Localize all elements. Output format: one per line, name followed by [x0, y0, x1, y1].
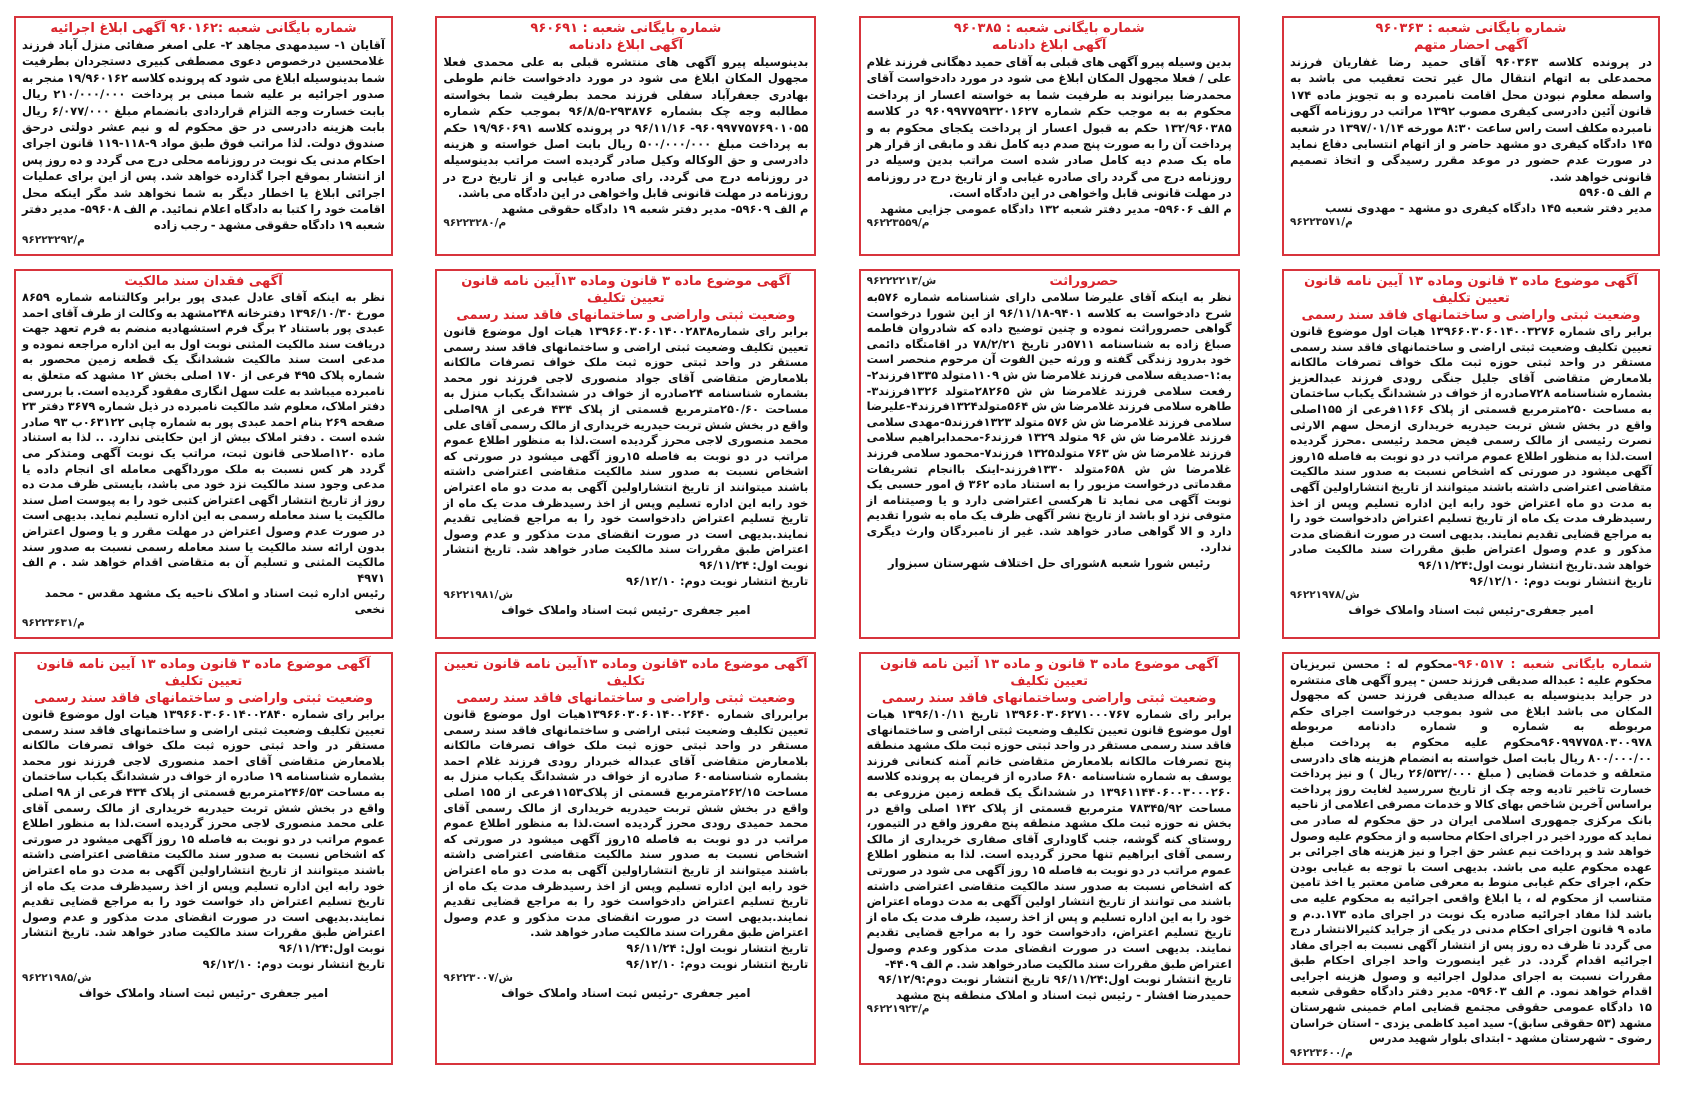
- legal-notice: [1282, 269, 1660, 639]
- notice-signature: رئیس شورا شعبه ۸شورای حل اختلاف شهرستان سبزوار: [887, 556, 1211, 571]
- notice-reference-code: م/۹۶۲۲۳۵۵۹: [866, 217, 930, 230]
- legal-notice: [859, 269, 1240, 639]
- notice-title-line: [1290, 20, 1652, 37]
- notice-title: شماره بایگانی شعبه : ۹۶۰۵۱۷-: [1452, 656, 1653, 671]
- notice-reference-code: م/۹۶۲۲۱۹۲۳: [866, 1003, 930, 1016]
- notice-title: وضعیت ثبتی واراضی و ساختمانهای فاقد سند رسمی: [456, 691, 796, 706]
- notice-body-text: بدینوسیله پیرو آگهی های منتشره قبلی به علی محمدی فعلا مجهول المکان ابلاغ می شود در مورد دادخواست خانم طوطی بهادری جعفرآباد سفلی فرزند محمد بطرفیت شما بخواسته مطالبه وجه چک بشماره ۲۹۳۸۷۶-۹۶/۸/۵ بموجب حکم شماره ۹۶۰۹۹۷۷۵۷۶۹۰۱۰۵۵- ۹۶/۱۱/۱۶ در پرونده کلاسه ۱۹/۹۶۰۶۹۱ حکم به پرداخت مبلغ ۵۰۰/۰۰۰/۰۰۰ ریال بابت اصل خواسته و هزینه دادرسی و حق الوکاله وکیل صادر گردیده است مراتب بدینوسیله در روزنامه درج می گردد. رای صادره غیابی و از تاریخ درج در روزنامه در مهلت قانونی قابل واخواهی در این دادگاه می باشد.: [443, 55, 809, 201]
- notice-footer-line: حمیدرضا افشار - رئیس ثبت اسناد و املاک منطقه پنج مشهد: [896, 987, 1232, 1002]
- notice-title-line: [443, 307, 808, 324]
- notice-row: [14, 269, 1660, 639]
- notice-title: آگهی موضوع ماده ۳قانون وماده ۱۳آیین نامه قانون تعیین تکلیف: [443, 657, 808, 689]
- notice-body-text: محکوم له : محسن تبریزیان محکوم علیه : عبداله صدیقی فرزند حسن - پیرو آگهی های منتشره در جراید بدینوسیله به عبداله صدیقی فرزند حسن که مجهول المکان می باشد ابلاغ می شود بموجب درخواست اجرای حکم مربوطه به شماره و شماره دادنامه مربوطه ۹۶۰۹۹۷۷۵۸۰۳۰۰۹۷۸محکوم علیه محکوم به پرداخت مبلغ ۸۰۰/۰۰۰/۰۰ ریال بابت اصل خواسته به انضمام هزینه های دادرسی متعلقه و خدمات قضایی ( مبلغ ۲۶/۵۳۲/۰۰۰ ریال ) و نیز پرداخت خسارت تاخیر تادیه وجه چک از تاریخ سررسید لغایت روز پرداخت براساس آخرین شاخص بهای کالا و خدمات مصرفی اعلامی از ناحیه بانک مرکزی جمهوری اسلامی ایران در حق محکوم له صادر می نماید که مورد اخیر در اجرای احکام محاسبه و از محکوم علیه وصول خواهد شد و پرداخت نیم عشر حق اجرا و نیز هزینه های اجرائی بر عهده محکوم علیه می باشد. بدیهی است با توجه به غیابی بودن حکم، اجرای حکم غیابی منوط به معرفی ضامن معتبر یا اخذ تامین متناسب از محکوم له ، یا ابلاغ واقعی اجرائیه به محکوم علیه می باشد لذا مفاد اجرائیه صادره یک نوبت در اجرای ماده ۱۷۳.د.م و ماده ۹ قانون اجرای احکام مدنی در یکی از جراید کثیرالانتشار درج می گردد تا ظرف ده روز پس از انتشار آگهی نسبت به اجرای مفاد اجرائیه اقدام گردد. در غیر اینصورت واحد اجرای احکام طبق مقررات نسبت به اجرای مدلول اجرائیه و وصول هزینه اجرایی اقدام خواهد نمود. م الف ۵۹۶۰۳- مدیر دفتر دادگاه حقوقی شعبه ۱۵ دادگاه عمومی حقوقی مجتمع قضایی امام خمینی شهرستان مشهد (۵۳ حقوقی سابق)- سید امید کاظمی یزدی - استان خراسان رضوی - شهرستان مشهد - ابتدای بلوار شهید مدرس: [1290, 657, 1652, 1046]
- notice-reference-code: ش/۹۶۲۲۲۲۱۳: [866, 275, 937, 287]
- notice-title: حصروراثت: [1049, 274, 1119, 289]
- notice-row: [14, 652, 1660, 1065]
- notice-footer-line: تاریخ انتشار نوبت دوم: ۹۶/۱۲/۱۰: [625, 573, 809, 588]
- notice-title: آگهی موضوع ماده ۳ قانون وماده ۱۳ آیین نامه قانون تعیین تکلیف: [36, 657, 371, 689]
- notice-body-text: بدین وسیله پیرو آگهی های قبلی به آقای حمید دهگانی فرزند غلام علی / فعلا مجهول المکان ابلاغ می شود در مورد دادخواست آقای محمدرضا بیرانوند به طرفیت شما به خواسته اعسار از پرداخت محکوم به به موجب حکم شماره ۹۶۰۹۹۷۷۵۹۳۲۰۱۶۲۷ در کلاسه ۱۳۲/۹۶۰۳۸۵ حکم به قبول اعسار از پرداخت یکجای محکوم به و پرداخت آن را به صورت پنج صدم دیه کامل نقد و مابقی از قرار هر ماه یک صدم دیه کامل صادر شده است مراتب بدین وسیله در روزنامه درج می گردد رای صادره غیابی و از تاریخ درج در روزنامه در مهلت قانونی قابل واخواهی در این دادگاه است.: [866, 55, 1232, 201]
- notice-body-text: برابر رای شماره ۱۳۹۶۶۰۳۰۶۲۷۱۰۰۰۷۶۷ تاریخ ۱۳۹۶/۱۰/۱۱ هیات اول موضوع قانون تعیین تکلیف وضعیت ثبتی اراضی و ساختمانهای فاقد سند رسمی مستقر در واحد ثبتی حوزه ثبت ملک مشهد منطقه پنج تصرفات مالکانه بلامعارض متقاضی خانم آمنه کنعانی فرزند یوسف به شماره شناسنامه ۶۸۰ صادره از فریمان به پرونده کلاسه ۱۳۹۶۱۱۴۴۰۶۰۰۳۰۰۰۲۶۰ در ششدانگ یک قطعه زمین مزروعی به مساحت ۷۸۳۴۵/۹۲ مترمربع قسمتی از پلاک ۱۴۲ اصلی واقع در بخش نه حوزه ثبت ملک مشهد منطقه پنج مفروز واقع در التیمور، روستای کنه گوشه، جنب گاوداری آقای صفاری خریداری از مالک رسمی آقای ابراهیم تنها محرز گردیده است. لذا به منظور اطلاع عموم مراتب در دو نوبت به فاصله ۱۵ روز آگهی می شود در صورتی که اشخاص نسبت به صدور سند مالکیت متقاضی اعتراضی داشته باشند می توانند از تاریخ انتشار اولین آگهی به مدت دوماه اعتراض خود را به این اداره تسلیم و پس از اخذ رسید، ظرف مدت یک ماه از تاریخ تسلیم اعتراض، دادخواست خود را به مراجع قضایی تقدیم نمایند. بدیهی است در صورت انقضای مدت مذکور وعدم وصول اعتراض طبق مقررات سند مالکیت صادرخواهد شد. م الف ۴۴۰۹-: [866, 707, 1232, 971]
- notice-body: [443, 707, 808, 941]
- notice-title: شماره بایگانی شعبه : ۹۶۰۳۶۳: [1375, 21, 1567, 36]
- notice-signature: امیر جعفری-رئیس ثبت اسناد واملاک خواف: [1348, 603, 1594, 618]
- notice-footer-line: م الف ۵۹۶۰۶- مدیر دفتر شعبه ۱۳۲ دادگاه عمومی جزایی مشهد: [880, 201, 1232, 216]
- notice-footer-line: م الف ۵۹۶۰۹- مدیر دفتر شعبه ۱۹ دادگاه حقوقی مشهد: [501, 201, 809, 216]
- notice-body: [1290, 656, 1652, 1047]
- notice-body-text: در پرونده کلاسه ۹۶۰۳۶۳ آقای حمید رضا غفاریان فرزند محمدعلی به اتهام انتقال مال غیر تحت تعقیب می باشد به واسطه معلوم نبودن محل اقامت نامبرده و به تجویز ماده ۱۷۴ قانون آئین دادرسی کیفری مصوب ۱۳۹۲ مراتب در روزنامه آگهی نامبرده مکلف است راس ساعت ۸:۳۰ مورخه ۱۳۹۷/۰۱/۱۴ در شعبه ۱۴۵ دادگاه کیفری دو مشهد حاضر و از اتهام انتسابی دفاع نماید در صورت عدم حضور در موعد مقرر رسیدگی و اتخاذ تصمیم قانونی خواهد شد.: [1290, 55, 1652, 184]
- notice-body: [1290, 324, 1652, 574]
- notice-title-line: [867, 273, 1232, 290]
- notice-title: آگهی ابلاغ دادنامه: [568, 38, 684, 53]
- notice-reference-code: م/۹۶۲۲۳۲۹۲: [22, 233, 85, 246]
- notice-title-line: [867, 20, 1232, 37]
- notice-title: آگهی موضوع ماده ۳ قانون وماده ۱۳ آیین نامه قانون تعیین تکلیف: [1304, 274, 1638, 306]
- notice-title-line: [867, 656, 1232, 690]
- notice-reference-code: ش/۹۶۲۲۱۹۸۵: [22, 972, 92, 985]
- notice-reference-code: ش/۹۶۲۲۱۹۷۸: [1290, 589, 1360, 602]
- notice-title: وضعیت ثبتی واراضی و ساختمانهای فاقد سند رسمی: [1301, 308, 1641, 323]
- notice-body: [443, 324, 808, 574]
- legal-notice: [1282, 16, 1660, 256]
- notice-title: وضعیت ثبتی واراضی و ساختمانهای فاقد سند رسمی: [456, 308, 796, 323]
- notice-title: آگهی ابلاغ دادنامه: [991, 38, 1107, 53]
- notice-body: [867, 707, 1232, 972]
- notice-reference-code: م/۹۶۲۲۳۶۰۰: [1290, 1046, 1353, 1059]
- notice-title: شماره بایگانی شعبه : ۹۶۰۶۹۱: [530, 21, 722, 36]
- notice-body-text: نظر به اینکه آقای علیرضا سلامی دارای شناسنامه شماره ۵۷۶به شرح دادخواست به کلاسه ۹۴۰۱-۹۶/۱۱/۱۸ از این شورا درخواست گواهی حصروراثت نموده و چنین توضیح داده که شادروان فاطمه صباغ زاده به شناسنامه ۵۷۱۱در تاریخ ۷۸/۲/۲۱ در اقامتگاه دائمی خود بدرود زندگی گفته و ورثه حین الفوت آن مرحوم منحصر است به:۱-صدیقه سلامی فرزند غلامرضا ش ش ۱۱۰۹متولد ۱۳۳۵فرزند۲-رفعت سلامی فرزند غلامرضا ش ش ۲۸۲۶۵متولد ۱۳۲۶فرزند۳-طاهره سلامی فرزند غلامرضا ش ش ۵۶۴متولد۱۳۲۴فرزند۴-علیرضا سلامی فرزند غلامرضا ش ش ۵۷۶ متولد ۱۳۲۳فرزند۵-مهدی سلامی فرزند غلامرضا ش ش ۹۶ متولد ۱۳۲۹ فرزند۶-محمدابراهیم سلامی فرزند غلامرضا ش ش ۷۶۳ متولد۱۳۲۵ فرزند۷-محمود سلامی فرزند غلامرضا ش ش ۶۵۸متولد ۱۳۳۰فرزند-اینک باانجام تشریفات مقدماتی درخواست مزبور را به استناد ماده ۳۶۲ ق امور حسبی یک نوبت آگهی می نماید تا هرکسی اعتراضی دارد و یا وصیتنامه از متوفی نزد او باشد از تاریخ نشر آگهی ظرف یک ماه به شورا تقدیم دارد و الا گواهی صادر خواهد شد. غیر از نامبردگان وارث دیگری ندارد.: [866, 290, 1232, 554]
- legal-notice: [859, 16, 1240, 256]
- notice-signature: امیر جعفری -رئیس ثبت اسناد واملاک خواف: [78, 986, 329, 1001]
- notice-title: وضعیت ثبتی واراضی و ساختمانهای فاقد سند رسمی: [34, 691, 374, 706]
- notice-footer-line: مدیر دفتر شعبه ۱۴۵ دادگاه کیفری دو مشهد - مهدوی نسب: [1325, 200, 1652, 215]
- notice-title: شماره بایگانی شعبه :۹۶۰۱۶۲ آگهی ابلاغ اجرائیه: [50, 21, 357, 36]
- notice-footer-line: تاریخ انتشار نوبت اول: ۹۶/۱۱/۲۴: [626, 940, 809, 955]
- notice-reference-code: ش/۹۶۲۲۳۰۰۷: [443, 972, 513, 985]
- notice-body-text: برابر رای شماره۱۳۹۶۶۰۳۰۶۰۱۴۰۰۲۸۳۸ هیات اول موضوع قانون تعیین تکلیف وضعیت ثبتی اراضی و ساختمانهای فاقد سند رسمی مستقر در واحد ثبتی حوزه ثبت ملک خواف تصرفات مالکانه بلامعارض متقاضی آقای جواد منصوری لاجی فرزند نور محمد بشماره شناسنامه ۲۴صادره از خواف در ششدانگ یکباب منزل به مساحت ۲۵۰/۶۰مترمربع قسمتی از پلاک ۴۳۴ فرعی از ۹۸اصلی واقع در بخش شش تربت حیدریه خریداری از مالک رسمی آقای علی محمد منصوری لاجی محرز گردیده است.لذا به منظور اطلاع عموم مراتب در دو نوبت به فاصله ۱۵روز آگهی میشود در صورتی که اشخاص نسبت به صدور سند مالکیت متقاضی اعتراضی داشته باشند میتوانند از تاریخ انتشاراولین آگهی به مدت دو ماه اعتراض خود رابه این اداره تسلیم وپس از اخذ رسیدظرف مدت یک ماه از تاریخ تسلیم اعتراض دادخواست خود را به مراجع قضایی تقدیم نمایند.بدیهی است در صورت انقضای مدت مذکور و عدم وصول اعتراض طبق مقررات سند مالکیت صادر خواهد شد. تاریخ انتشار نوبت اول: ۹۶/۱۱/۲۴: [443, 324, 809, 572]
- notice-title: آگهی فقدان سند مالکیت: [124, 274, 283, 289]
- notice-footer-line: تاریخ انتشار نوبت دوم: ۹۶/۱۲/۱۰: [625, 956, 809, 971]
- notice-title-line: [1290, 273, 1652, 307]
- notice-title: آگهی موضوع ماده ۳ قانون و ماده ۱۳ آئین نامه قانون تعیین تکلیف: [880, 657, 1219, 689]
- notice-reference-code: ش/۹۶۲۲۱۹۸۱: [443, 589, 513, 602]
- notice-title: آگهی موضوع ماده ۳ قانون وماده ۱۳آیین نامه قانون تعیین تکلیف: [461, 274, 791, 306]
- notice-footer-line: تاریخ انتشار نوبت دوم: ۹۶/۱۲/۱۰: [1469, 573, 1652, 588]
- notice-title-line: [22, 20, 385, 37]
- notice-body: [867, 290, 1232, 555]
- legal-notice: [859, 652, 1240, 1065]
- legal-notice: [14, 652, 393, 1065]
- notice-body: [867, 54, 1232, 202]
- notice-body: [22, 37, 385, 234]
- notice-title-line: [867, 37, 1232, 54]
- legal-notice: [435, 269, 816, 639]
- notice-signature: امیر جعفری -رئیس ثبت اسناد واملاک خواف: [501, 986, 751, 1001]
- notice-body-text: آقایان ۱- سیدمهدی مجاهد ۲- علی اصغر صفائی منزل آباد فرزند غلامحسین درخصوص دعوی مصطفی کبیری دستجردان بطرفیت شما بدینوسیله ابلاغ می شود که پرونده کلاسه ۱۹/۹۶۰۱۶۲ منجر به صدور اجرائیه بر علیه شما مبنی بر پرداخت ۲۱۰/۰۰۰/۰۰۰ ریال بابت خسارت وجه التزام قراردادی بانضمام مبلغ ۶/۰۷۷/۰۰۰ ریال بابت هزینه دادرسی در حق محکوم له و نیم عشر دولتی درحق صندوق دولت. لذا مراتب فوق طبق مواد ۹-۱۱۸-۱۱۹ قانون اجرای احکام مدنی یک نوبت در روزنامه محلی درج می گردد و ده روز پس از انتشار بموقع اجرا گذارده خواهد شد. پس از این برای عملیات اجرائی ابلاغ یا اخطار دیگر به شما نخواهد شد مگر اینکه محل اقامت خود را کتبا به دادگاه اعلام نمائید. م الف ۵۹۶۰۸- مدیر دفتر شعبه ۱۹ دادگاه حقوقی مشهد - رجب زاده: [22, 38, 386, 233]
- notice-body: [22, 290, 385, 586]
- notice-footer-line: رئیس اداره ثبت اسناد و املاک ناحیه یک مشهد مقدس - محمد نخعی: [44, 586, 386, 616]
- legal-notice: [435, 16, 816, 256]
- notice-title-line: [1290, 307, 1652, 324]
- legal-notice: [1282, 652, 1660, 1065]
- notice-reference-code: م/۹۶۲۲۳۵۷۱: [1290, 216, 1353, 229]
- notice-footer-line: م الف ۵۹۶۰۵: [1579, 185, 1652, 200]
- notice-body-text: نظر به اینکه آقای عادل عبدی پور برابر وکالتنامه شماره ۸۶۵۹ مورخ ۱۳۹۶/۱۰/۳۰ دفترخانه ۲۴۸مشهد به وکالت از طرف آقای احمد عبدی پور باستناد ۲ برگ فرم استشهادیه منضم به فرم تعهد جهت دریافت سند مالکیت المثنی نوبت اول به این اداره مراجعه نموده و مدعی است سند مالکیت ششدانگ یک قطعه زمین محصور به شماره پلاک ۴۹۵ فرعی از ۱۷۰ اصلی بخش ۱۲ مشهد که متعلق به نامبرده میباشد به علت سهل انگاری مفقود گردیده است. با بررسی دفتر املاک، معلوم شد مالکیت نامبرده در ذیل شماره ۳۶۷۹ دفتر ۲۳ صفحه ۲۶۹ بنام احمد عبدی پور به شماره چاپی ۰۶۳۱۲۲ب ۹۳ صادر شده است . دفتر املاک بیش از این حکایتی ندارد. .. لذا به استناد ماده ۱۲۰اصلاحی قانون ثبت، مراتب یک نوبت آگهی ومتذکر می گردد هر کس نسبت به ملک مورداگهی معامله ای انجام داده یا مدعی وجود سند مالکیت نزد خود می باشد، بایستی ظرف مدت ده روز از تاریخ انتشار اگهی اعتراض کتبی خود را به پیوست اصل سند مالکیت یا سند معامله رسمی به این اداره تسلیم نماید. بدیهی است در صورت عدم وصول اعتراض در مهلت مقرر و یا وصول اعتراض بدون ارائه سند مالکیت یا سند معامله رسمی نسبت به صدور سند مالکیت المثنی و تسلیم آن به متقاضی اقدام خواهد شد . م الف ۴۹۷۱: [22, 290, 386, 585]
- notice-signature: امیر جعفری -رئیس ثبت اسناد واملاک خواف: [501, 603, 751, 618]
- notice-title-line: [1290, 37, 1652, 54]
- notice-title-line: [443, 273, 808, 307]
- notice-footer-line: تاریخ انتشار نوبت دوم: ۹۶/۱۲/۱۰: [202, 956, 386, 971]
- notice-body: [22, 707, 385, 957]
- notice-title: وضعیت ثبتی واراضی وساختمانهای فاقد سند رسمی: [881, 691, 1217, 706]
- legal-notice: [435, 652, 816, 1065]
- notice-title-line: [443, 690, 808, 707]
- notice-body-text: برابر رای شماره ۱۳۹۶۶۰۳۰۶۰۱۴۰۰۲۸۴۰ هیات اول موضوع قانون تعیین تکلیف وضعیت ثبتی اراضی و ساختمانهای فاقد سند رسمی مستقر در واحد ثبتی حوزه ثبت ملک خواف تصرفات مالکانه بلامعارض متقاضی آقای احمد منصوری لاجی فرزند نور محمد بشماره شناسنامه ۱۹ صادره از خواف در ششدانگ یکباب ساختمان به مساحت ۲۴۶/۵۳مترمربع قسمتی از پلاک ۴۳۴ فرعی از ۹۸ اصلی واقع در بخش شش تربت حیدریه خریداری از مالک رسمی آقای علی محمد منصوری لاجی محرز گردیده است.لذا به منظور اطلاع عموم مراتب در دو نوبت به فاصله ۱۵ روز آگهی میشود در صورتی که اشخاص نسبت به صدور سند مالکیت متقاضی اعتراضی داشته باشند میتوانند از تاریخ انتشاراولین آگهی به مدت دو ماه اعتراض خود رابه این اداره تسلیم وپس از اخذ رسیدظرف مدت یک ماه از تاریخ تسلیم اعتراض داد خواست خود را به مراجع قضایی تقدیم نمایند.بدیهی است در صورت انقضای مدت مذکور و عدم وصول اعتراض طبق مقررات سند مالکیت صادر خواهد شد. تاریخ انتشار نوبت اول:۹۶/۱۱/۲۴: [22, 707, 386, 955]
- legal-notice: [14, 269, 393, 639]
- notice-title-line: [443, 656, 808, 690]
- notice-title: شماره بایگانی شعبه : ۹۶۰۳۸۵: [953, 21, 1145, 36]
- notice-title: آگهی احضار متهم: [1414, 38, 1528, 53]
- notice-title-line: [867, 690, 1232, 707]
- notice-reference-code: م/۹۶۲۲۳۲۸۰: [443, 217, 507, 230]
- notice-footer-line: تاریخ انتشار نوبت اول:۹۶/۱۱/۲۴ تاریخ انتشار نوبت دوم:۹۶/۱۲/۹: [878, 972, 1232, 987]
- notice-title-line: [22, 273, 385, 290]
- legal-notice: [14, 16, 393, 256]
- notice-body-text: برابررای شماره ۱۳۹۶۶۰۳۰۶۰۱۴۰۰۲۶۴۰هیات اول موضوع قانون تعیین تکلیف وضعیت ثبتی اراضی و ساختمانهای فاقد سند رسمی مستقر در واحد ثبتی حوزه ثبت ملک خواف تصرفات مالکانه بلامعارض متقاضی آقای عبداله خبردار رودی فرزند غلام احمد بشماره شناسنامه۶۰ صادره از خواف در ششدانگ یکباب منزل به مساحت ۲۶۲/۱۵مترمربع قسمتی از پلاک۱۱۵۳فرعی از ۱۵۵ اصلی واقع در بخش شش تربت حیدریه خریداری از مالک رسمی آقای محمد حمیدی رودی محرز گردیده است.لذا به منظور اطلاع عموم مراتب در دو نوبت به فاصله ۱۵روز آگهی میشود در صورتی که اشخاص نسبت به صدور سند مالکیت متقاضی اعتراضی داشته باشند میتوانند از تاریخ انتشاراولین آگهی به مدت دو ماه اعتراض خود رابه این اداره تسلیم وپس از اخذ رسیدظرف مدت یک ماه از تاریخ تسلیم اعتراض دادخواست خود را به مراجع قضایی تقدیم نمایند.بدیهی است در صورت انقضای مدت مذکور و عدم وصول اعتراض طبق مقررات سند مالکیت صادر خواهد شد.: [443, 707, 809, 940]
- notice-title-line: [22, 690, 385, 707]
- notice-title-line: [443, 20, 808, 37]
- notice-body: [443, 54, 808, 202]
- notice-title-line: [443, 37, 808, 54]
- notice-title-line: [22, 656, 385, 690]
- notice-reference-code: م/۹۶۲۲۳۶۳۱: [22, 617, 85, 630]
- notice-row: [14, 16, 1660, 256]
- notice-body: [1290, 54, 1652, 185]
- notice-body-text: برابر رای شماره ۱۳۹۶۶۰۳۰۶۰۱۴۰۰۳۲۷۶ هیات اول موضوع قانون تعیین تکلیف وضعیت ثبتی اراضی و ساختمانهای فاقد سند رسمی مستقر در واحد ثبتی حوزه ثبت ملک خواف تصرفات مالکانه بلامعارض متقاضی آقای جلیل جنگی رودی فرزند عبدالعزیز بشماره شناسنامه ۷۲۸صادره از خواف در ششدانگ یکباب ساختمان به مساحت ۲۵۰مترمربع قسمتی از پلاک ۱۱۶۶فرعی از ۱۵۵اصلی واقع در بخش شش تربت حیدریه خریداری ازمحل سهم الارثی نصرت رئیسی از مالک رسمی فیض محمد رئیسی .محرز گردیده است.لذا به منظور اطلاع عموم مراتب در دو نوبت به فاصله ۱۵روز آگهی میشود در صورتی که اشخاص نسبت به صدور سند مالکیت متقاضی اعتراضی داشته باشند میتوانند از تاریخ انتشاراولین آگهی به مدت دو ماه اعتراض خود رابه این اداره تسلیم وپس از اخذ رسیدظرف مدت یک ماه از تاریخ تسلیم اعتراض دادخواست خود را به مراجع قضایی تقدیم نمایند. بدیهی است در صورت انقضای مدت مذکور و عدم وصول اعتراض طبق مقررات سند مالکیت صادر خواهد شد.تاریخ انتشار نوبت اول:۹۶/۱۱/۲۴: [1290, 324, 1652, 572]
